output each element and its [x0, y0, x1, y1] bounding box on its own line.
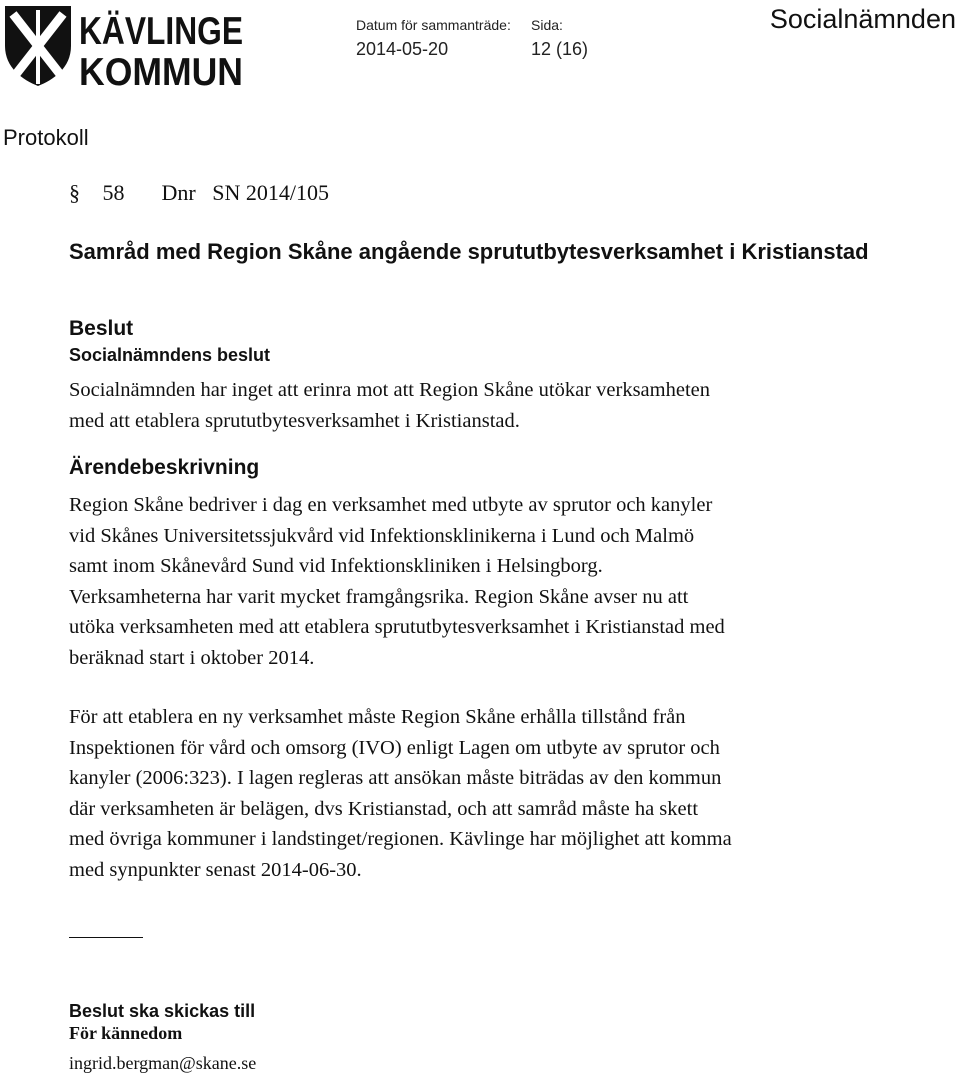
description-heading: Ärendebeskrivning [69, 456, 260, 479]
decision-text [69, 375, 939, 436]
distribution-subheading: För kännedom [69, 1023, 183, 1043]
meeting-date-label: Datum för sammanträde: [356, 17, 511, 33]
decision-line: med att etablera sprututbytesverksamhet i Kristianstad. [69, 409, 520, 432]
decision-heading: Beslut [69, 317, 134, 340]
body-line: vid Skånes Universitetssjukvård vid Infektionsklinikerna i Lund och Malmö [69, 524, 695, 547]
body-line: För att etablera en ny verksamhet måste Region Skåne erhålla tillstånd från [69, 706, 686, 728]
case-title: Samråd med Region Skåne angående sprututbytesverksamhet i Kristianstad [69, 239, 869, 264]
page-value: 12 (16) [531, 39, 589, 59]
body-line: Inspektionen för vård och omsorg (IVO) enligt Lagen om utbyte av sprutor och [69, 736, 720, 759]
section-divider [69, 937, 143, 938]
body-line: Verksamheterna har varit mycket framgångsrika. Region Skåne avser nu att [69, 585, 689, 608]
body-line: med övriga kommuner i landstinget/regionen. Kävlinge har möjlighet att komma [69, 828, 732, 850]
paragraph-reference [69, 180, 329, 206]
body-line: med synpunkter senast 2014-06-30. [69, 858, 362, 881]
body-line: Region Skåne bedriver i dag en verksamhet med utbyte av sprutor och kanyler [69, 494, 713, 516]
distribution-heading: Beslut ska skickas till [69, 1001, 256, 1021]
body-line: kanyler (2006:323). I lagen regleras att ansökan måste biträdas av den kommun [69, 767, 722, 789]
case-number: Dnr SN 2014/105 [161, 180, 329, 205]
decision-line: Socialnämnden har inget att erinra mot att Region Skåne utökar verksamheten [69, 379, 710, 401]
body-line: samt inom Skånevård Sund vid Infektionskliniken i Helsingborg. [69, 555, 603, 577]
page-label: Sida: [531, 17, 563, 33]
section-symbol: § [69, 180, 80, 205]
body-line: beräknad start i oktober 2014. [69, 646, 315, 669]
description-paragraph-1 [69, 490, 939, 673]
recipient-email: ingrid.bergman@skane.se [69, 1053, 257, 1073]
description-paragraph-2 [69, 702, 939, 885]
logo-text-top: KÄVLINGE [79, 10, 243, 53]
organization-name: Socialnämnden [769, 4, 956, 34]
body-line: där verksamheten är belägen, dvs Kristianstad, och att samråd måste ha skett [69, 797, 699, 820]
crest-icon [3, 4, 243, 94]
logo-text-bottom: KOMMUN [79, 51, 243, 94]
meeting-date-value: 2014-05-20 [356, 39, 449, 59]
paragraph-number: 58 [102, 180, 125, 205]
document-type: Protokoll [3, 125, 89, 150]
kavlinge-kommun-logo [3, 4, 243, 94]
body-line: utöka verksamheten med att etablera sprututbytesverksamhet i Kristianstad med [69, 616, 725, 638]
decision-subheading: Socialnämndens beslut [69, 345, 271, 365]
